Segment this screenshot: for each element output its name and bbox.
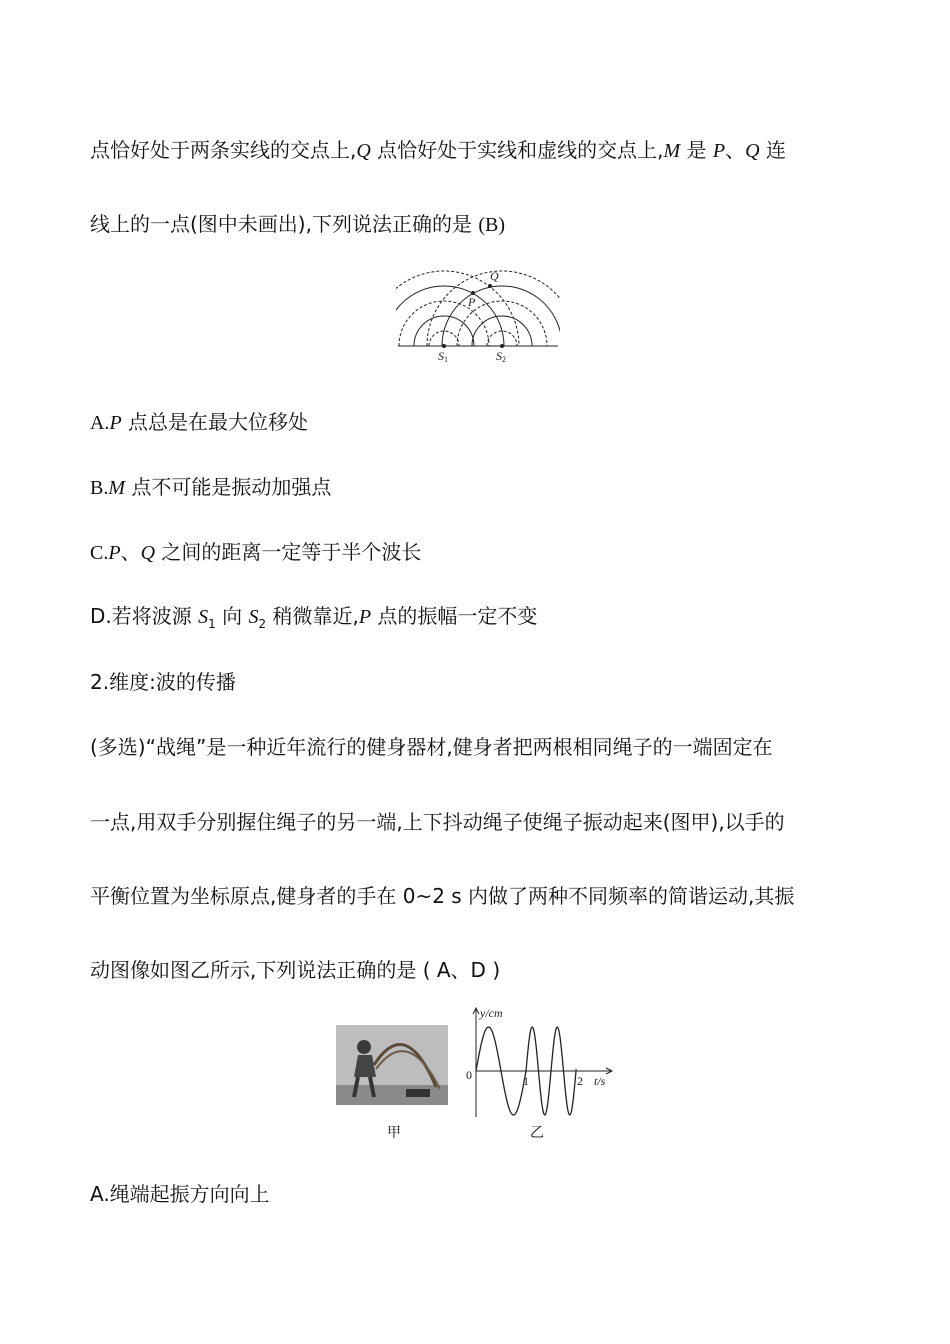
var-Q: Q [140,542,156,564]
origin-label: 0 [466,1068,472,1082]
point-Q [488,284,492,288]
option-text: 稍微靠近, [266,604,359,628]
answer: (B) [478,214,505,236]
battle-rope-photo [336,1025,448,1105]
option-B [90,475,331,500]
wave-trough [399,301,489,346]
subscript: 2 [258,617,267,631]
text: 线上的一点(图中未画出),下列说法正确的是 [90,212,472,236]
separator: 、 [120,540,141,564]
option-text: 点不可能是振动加强点 [125,475,332,499]
paragraph-line: (多选)“战绳”是一种近年流行的健身器材,健身者把两根相同绳子的一端固定在 [90,735,773,759]
section-heading: 2.维度:波的传播 [90,670,236,694]
interference-figure [396,264,560,364]
text: 是 [680,138,713,162]
var-Q: Q [356,140,371,162]
tick-label-2: 2 [577,1074,583,1088]
subscript: 1 [208,617,216,631]
paragraph-line [90,138,786,163]
option-D [90,604,537,636]
text: 、 [725,138,746,162]
option-text: 向 [215,604,249,628]
var-P: P [358,606,372,628]
paragraph-line: 动图像如图乙所示,下列说法正确的是 ( A、D ) [90,958,501,982]
label-S1: S1 [438,349,448,364]
tick-label-1: 1 [523,1074,529,1088]
caption-right: 乙 [530,1125,544,1141]
option-A2: A.绳端起振方向向上 [90,1182,270,1206]
wave-trough [396,271,519,346]
source-S2 [500,344,504,348]
paragraph-line [90,212,505,237]
var-P: P [712,140,726,162]
var-S: S [198,606,209,628]
text: 点恰好处于实线和虚线的交点上, [370,138,664,162]
option-text: 点的振幅一定不变 [371,604,538,628]
option-text: 之间的距离一定等于半个波长 [155,540,422,564]
option-C [90,540,421,565]
var-S: S [248,606,259,628]
vibration-graph [460,1005,620,1125]
option-letter: B. [90,477,109,499]
label-Q: Q [490,269,499,283]
label-S2: S2 [496,349,506,364]
option-letter: A. [90,412,110,434]
paragraph-line: 一点,用双手分别握住绳子的另一端,上下抖动绳子使绳子振动起来(图甲),以手的 [90,810,785,834]
text: 点恰好处于两条实线的交点上, [90,138,357,162]
caption-left: 甲 [387,1125,401,1141]
option-text: D.若将波源 [90,604,199,628]
option-letter: C. [90,542,109,564]
var-M: M [663,140,681,162]
text: 连 [759,138,786,162]
option-A [90,410,308,435]
var-M: M [108,477,126,499]
label-P: P [468,295,476,309]
x-axis-label: t/s [594,1074,606,1088]
y-axis-label: y/cm [480,1006,503,1020]
var-P: P [108,542,121,564]
var-Q: Q [745,140,760,162]
paragraph-line: 平衡位置为坐标原点,健身者的手在 0~2 s 内做了两种不同频率的简谐运动,其振 [90,884,795,908]
source-S1 [442,344,446,348]
wave-trough [429,331,459,346]
wave-trough [487,331,517,346]
option-text: 点总是在最大位移处 [121,410,309,434]
var-P: P [109,412,122,434]
